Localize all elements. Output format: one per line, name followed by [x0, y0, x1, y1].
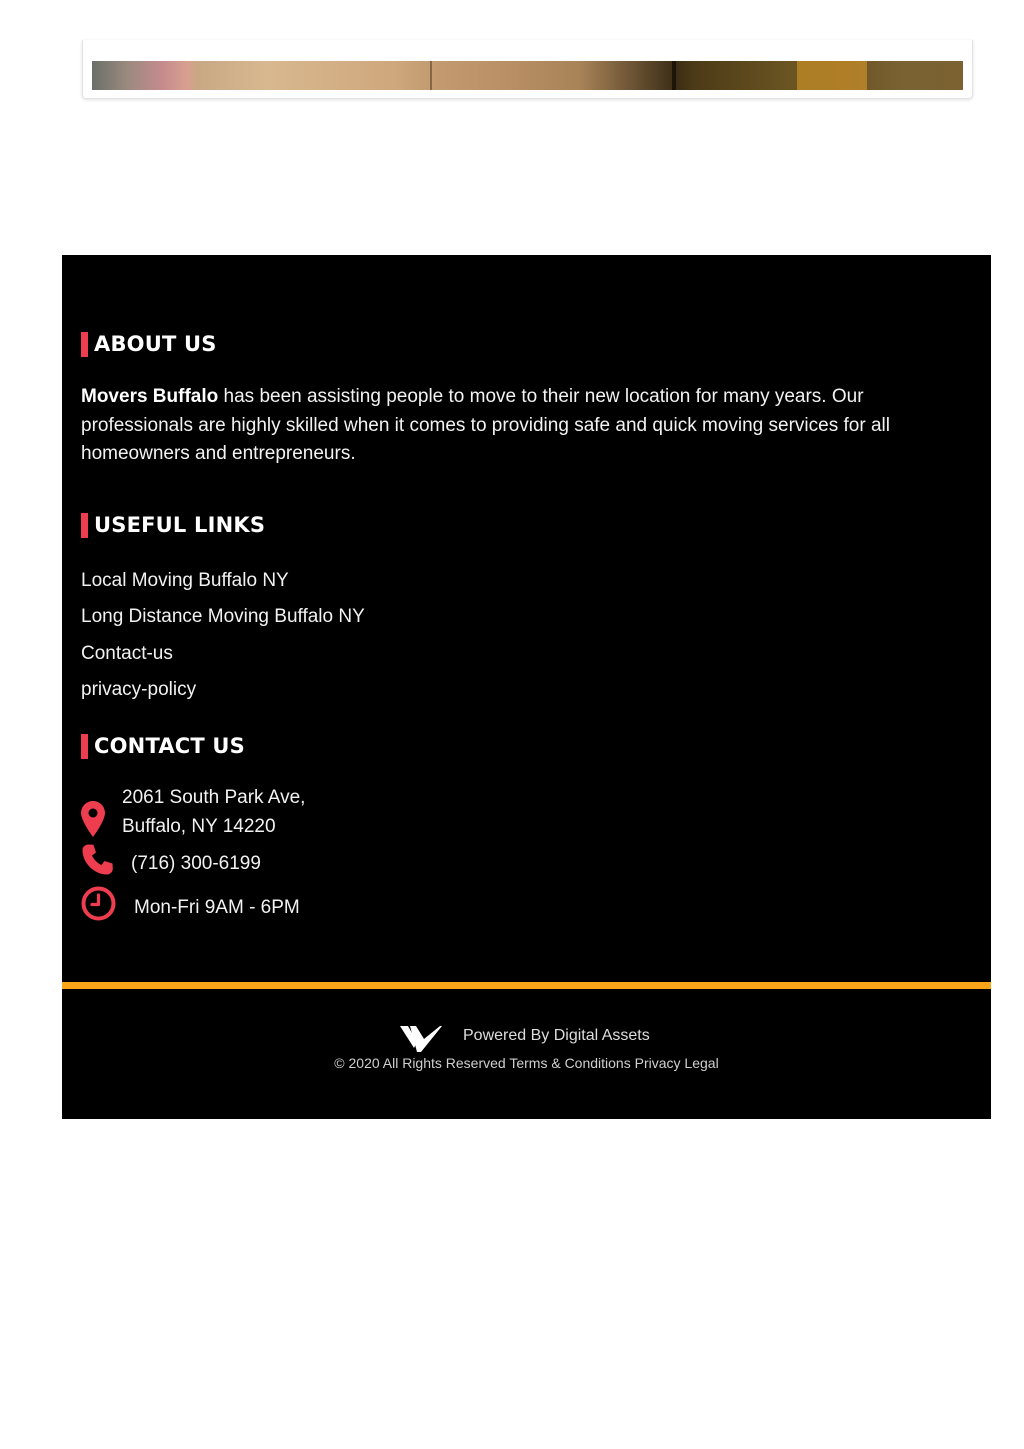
powered-by-label: Powered By Digital Assets	[463, 1027, 650, 1044]
link-long-distance-moving[interactable]: Long Distance Moving Buffalo NY	[81, 606, 365, 628]
heading-accent-bar	[81, 332, 88, 357]
heading-accent-bar	[81, 734, 88, 759]
address-line-1: 2061 South Park Ave,	[122, 787, 306, 808]
terms-link[interactable]: Terms & Conditions	[509, 1055, 631, 1071]
site-footer	[62, 255, 991, 1119]
legal-link[interactable]: Legal	[684, 1055, 719, 1071]
address-line-2: Buffalo, NY 14220	[122, 815, 276, 837]
business-hours: Mon-Fri 9AM - 6PM	[134, 897, 300, 918]
moving-boxes-image	[92, 61, 963, 90]
clock-icon	[81, 886, 116, 921]
useful-links-heading: USEFUL LINKS	[81, 512, 265, 538]
useful-links-list	[81, 567, 365, 712]
link-privacy-policy[interactable]: privacy-policy	[81, 678, 197, 700]
powered-by	[62, 1023, 991, 1055]
contact-address	[81, 784, 305, 841]
link-local-moving[interactable]: Local Moving Buffalo NY	[81, 570, 289, 591]
phone-number[interactable]: (716) 300-6199	[131, 853, 261, 874]
heading-accent-bar	[81, 513, 88, 538]
image-card	[82, 40, 973, 99]
contact-phone	[81, 842, 261, 879]
address-text	[122, 784, 305, 841]
contact-hours	[81, 884, 300, 923]
footer-divider	[62, 982, 991, 989]
brand-name: Movers Buffalo	[81, 386, 219, 407]
about-us-heading: ABOUT US	[81, 331, 217, 357]
copyright-text: © 2020 All Rights Reserved	[334, 1055, 506, 1071]
about-body: has been assisting people to move to their new location for many years. Our professionals are highly skilled when it comes to providing safe and quick moving services for all homeowners and entrepreneurs.	[81, 386, 890, 464]
digital-assets-logo-icon[interactable]	[400, 1025, 442, 1058]
link-contact-us[interactable]: Contact-us	[81, 642, 173, 664]
about-us-text	[81, 383, 941, 469]
list-item	[81, 567, 365, 603]
privacy-link[interactable]: Privacy	[634, 1055, 681, 1071]
map-pin-icon	[81, 801, 105, 837]
contact-us-heading: CONTACT US	[81, 733, 245, 759]
copyright-bar	[62, 1055, 991, 1071]
list-item	[81, 640, 365, 676]
list-item	[81, 603, 365, 639]
phone-icon	[81, 843, 115, 877]
list-item	[81, 676, 365, 712]
